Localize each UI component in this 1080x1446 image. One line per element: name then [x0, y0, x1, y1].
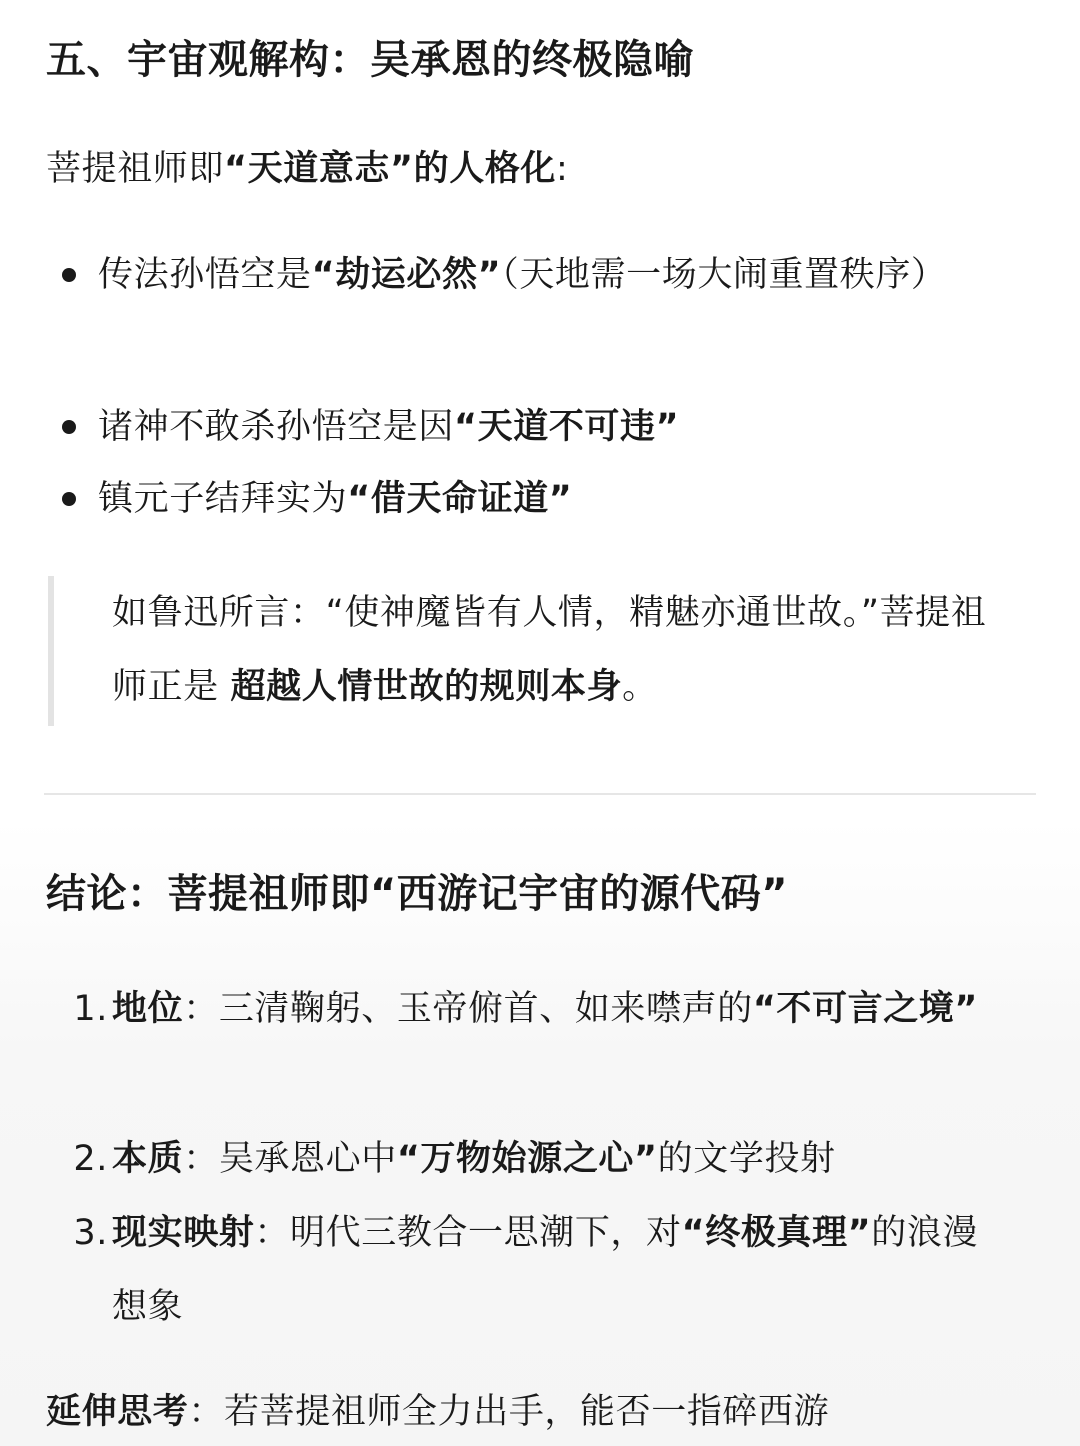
item-number: 3. — [73, 1213, 108, 1253]
item-text-suffix: 的文学投射 — [657, 1139, 836, 1179]
section-heading-cosmology: 五、宇宙观解构：吴承恩的终极隐喻 — [46, 37, 694, 83]
extension-colon: ： — [188, 1392, 225, 1432]
bullet-dot-icon — [62, 268, 76, 282]
quote-text — [112, 576, 1012, 724]
item-text: 吴承恩心中 — [218, 1139, 397, 1179]
item-text: 明代三教合一思潮下，对 — [290, 1213, 682, 1253]
blockquote — [48, 576, 1014, 726]
section-intro — [46, 146, 568, 192]
quote-end: 。 — [622, 667, 658, 707]
item-emphasis: “不可言之境” — [752, 989, 979, 1029]
intro-colon: : — [556, 149, 569, 189]
item-text: 三清鞠躬、玉帝俯首、如来噤声的 — [218, 989, 753, 1029]
section-divider — [44, 793, 1036, 795]
item-emphasis: “终极真理” — [681, 1213, 872, 1253]
item-number: 2. — [73, 1139, 108, 1179]
item-text-suffix: （天地需一场大闹重置秩序） — [501, 255, 947, 295]
item-label: 本质 — [112, 1139, 184, 1179]
item-label: 地位 — [112, 989, 184, 1029]
list-item — [98, 390, 1038, 464]
conclusion-heading: 结论：菩提祖师即“西游记宇宙的源代码” — [46, 871, 789, 917]
item-text: 诸神不敢杀孙悟空是因 — [98, 407, 455, 447]
item-colon: ： — [183, 989, 219, 1029]
extension-text: 若菩提祖师全力出手，能否一指碎西游 — [224, 1392, 830, 1432]
item-number: 1. — [73, 989, 108, 1029]
intro-prefix: 菩提祖师即 — [46, 149, 225, 189]
item-colon: ： — [183, 1139, 219, 1179]
list-item — [73, 1196, 1012, 1344]
item-emphasis: “借天命证道” — [347, 479, 573, 519]
item-colon: ： — [254, 1213, 291, 1253]
list-item — [98, 238, 1038, 312]
list-item — [73, 1122, 1032, 1196]
list-item — [73, 972, 1032, 1046]
item-text-suffix: 的浪漫想象 — [112, 1213, 979, 1327]
item-text: 镇元子结拜实为 — [98, 479, 348, 519]
quote-emphasis: 超越人情世故的规则本身 — [230, 667, 623, 707]
extension-thought — [46, 1389, 829, 1435]
item-text: 传法孙悟空是 — [98, 255, 312, 295]
intro-emphasis: “天道意志”的人格化 — [224, 149, 557, 189]
bullet-dot-icon — [62, 492, 76, 506]
extension-label: 延伸思考 — [46, 1392, 189, 1432]
item-emphasis: “万物始源之心” — [396, 1139, 658, 1179]
list-item — [98, 462, 1038, 536]
quote-body: 如鲁迅所言：“使神魔皆有人情，精魅亦通世故。”菩提祖师正是 — [112, 593, 987, 707]
item-emphasis: “天道不可违” — [454, 407, 680, 447]
item-label: 现实映射 — [112, 1213, 255, 1253]
item-emphasis: “劫运必然” — [311, 255, 502, 295]
bullet-dot-icon — [62, 420, 76, 434]
